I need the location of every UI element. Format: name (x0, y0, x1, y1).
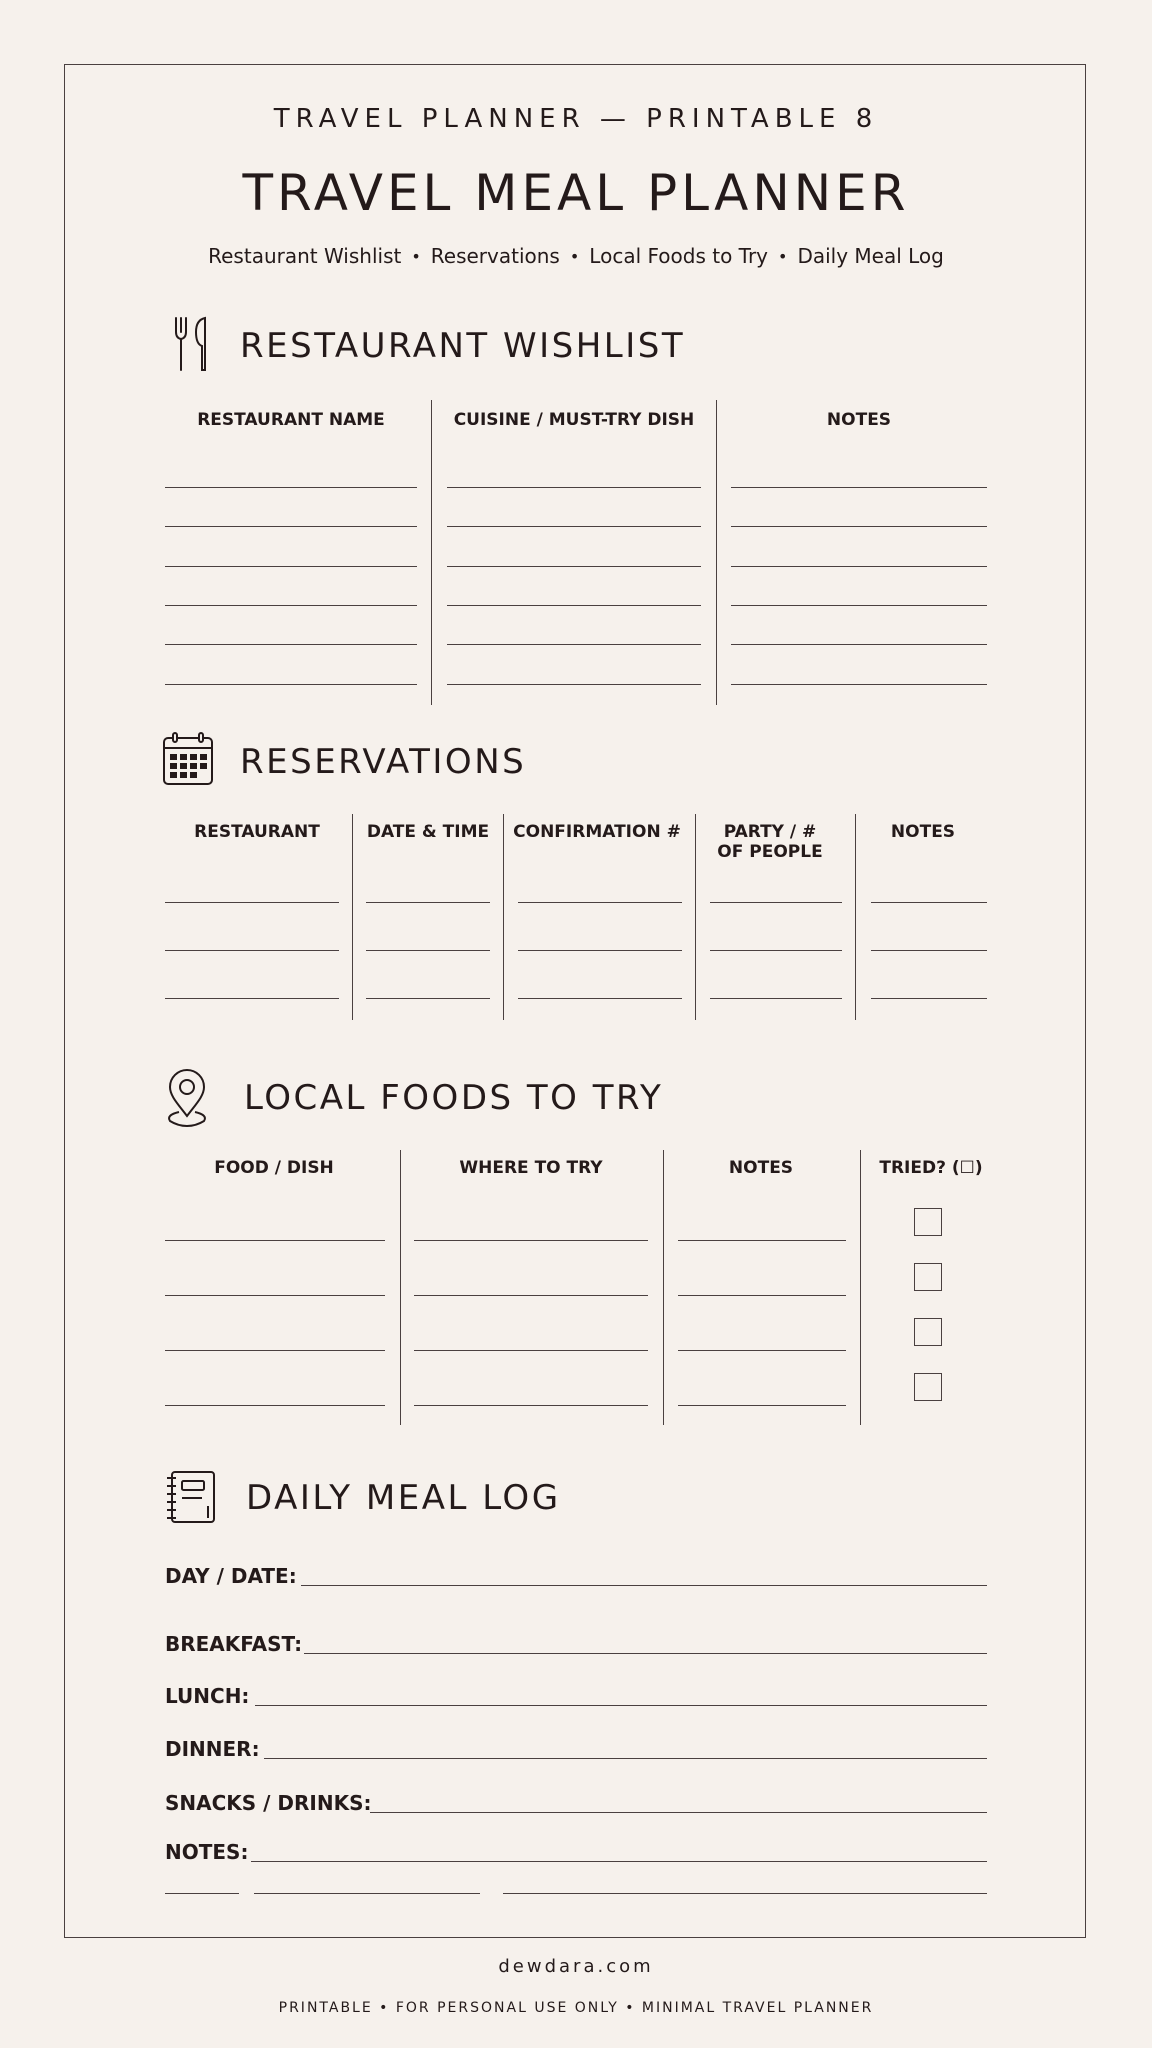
local-food-entry-line[interactable] (678, 1350, 846, 1351)
reservations-header-restaurant: RESTAURANT (194, 822, 320, 842)
dinner-field[interactable] (264, 1758, 987, 1759)
footer-note: PRINTABLE • FOR PERSONAL USE ONLY • MINIMAL TRAVEL PLANNER (278, 2000, 874, 2016)
reservations-header-confirmation: CONFIRMATION # (513, 822, 681, 842)
local-foods-header-notes: NOTES (728, 1158, 794, 1178)
local-food-entry-line[interactable] (678, 1405, 846, 1406)
subtitle-item: Restaurant Wishlist (208, 244, 402, 268)
footer-site: dewdara.com (498, 1956, 654, 1977)
reservation-entry-line[interactable] (871, 950, 987, 951)
notes-extra-line[interactable] (503, 1893, 987, 1894)
wishlist-entry-line[interactable] (731, 487, 987, 488)
tried-checkbox[interactable] (914, 1318, 942, 1346)
notebook-icon (164, 1470, 218, 1524)
breakfast-field[interactable] (304, 1653, 987, 1654)
reservation-entry-line[interactable] (366, 950, 490, 951)
notes-extra-line[interactable] (254, 1893, 480, 1894)
wishlist-entry-line[interactable] (165, 487, 417, 488)
reservation-entry-line[interactable] (871, 998, 987, 999)
local-food-entry-line[interactable] (165, 1295, 385, 1296)
column-divider (503, 814, 504, 1020)
reservation-entry-line[interactable] (366, 998, 490, 999)
column-divider (716, 400, 717, 705)
wishlist-entry-line[interactable] (447, 605, 701, 606)
day-date-field[interactable] (301, 1585, 987, 1586)
wishlist-entry-line[interactable] (165, 526, 417, 527)
wishlist-entry-line[interactable] (165, 644, 417, 645)
column-divider (855, 814, 856, 1020)
reservation-entry-line[interactable] (710, 902, 842, 903)
breakfast-label: BREAKFAST: (165, 1632, 303, 1656)
notes-field[interactable] (251, 1861, 987, 1862)
column-divider (695, 814, 696, 1020)
column-divider (400, 1150, 401, 1425)
local-food-entry-line[interactable] (414, 1295, 648, 1296)
local-foods-header-tried: TRIED? (☐) (879, 1158, 983, 1178)
wishlist-entry-line[interactable] (731, 684, 987, 685)
subtitle-item: Daily Meal Log (797, 244, 944, 268)
reservation-entry-line[interactable] (518, 998, 682, 999)
reservation-entry-line[interactable] (518, 902, 682, 903)
wishlist-title: RESTAURANT WISHLIST (240, 326, 686, 366)
reservation-entry-line[interactable] (518, 950, 682, 951)
wishlist-entry-line[interactable] (165, 684, 417, 685)
snacks-drinks-label: SNACKS / DRINKS: (165, 1791, 372, 1815)
snacks-drinks-field[interactable] (370, 1812, 987, 1813)
local-food-entry-line[interactable] (165, 1350, 385, 1351)
lunch-label: LUNCH: (165, 1684, 250, 1708)
local-foods-header-where: WHERE TO TRY (459, 1158, 603, 1178)
wishlist-entry-line[interactable] (447, 566, 701, 567)
wishlist-entry-line[interactable] (447, 644, 701, 645)
reservation-entry-line[interactable] (366, 902, 490, 903)
wishlist-entry-line[interactable] (447, 684, 701, 685)
bullet-separator: • (411, 247, 421, 266)
wishlist-entry-line[interactable] (731, 605, 987, 606)
wishlist-entry-line[interactable] (447, 526, 701, 527)
subtitle (0, 244, 1152, 270)
calendar-icon (162, 732, 214, 786)
lunch-field[interactable] (255, 1705, 987, 1706)
reservation-entry-line[interactable] (871, 902, 987, 903)
local-foods-title: LOCAL FOODS TO TRY (244, 1078, 664, 1118)
meal-log-title: DAILY MEAL LOG (246, 1478, 561, 1518)
reservations-header-party: PARTY / # OF PEOPLE (717, 822, 823, 862)
subtitle-item: Local Foods to Try (589, 244, 768, 268)
local-foods-header-food: FOOD / DISH (214, 1158, 334, 1178)
local-food-entry-line[interactable] (678, 1295, 846, 1296)
local-food-entry-line[interactable] (414, 1350, 648, 1351)
reservations-title: RESERVATIONS (240, 742, 527, 782)
notes-label: NOTES: (165, 1840, 249, 1864)
tried-checkbox[interactable] (914, 1208, 942, 1236)
wishlist-entry-line[interactable] (447, 487, 701, 488)
column-divider (860, 1150, 861, 1425)
column-divider (352, 814, 353, 1020)
wishlist-entry-line[interactable] (731, 566, 987, 567)
wishlist-entry-line[interactable] (165, 605, 417, 606)
wishlist-header-cuisine: CUISINE / MUST-TRY DISH (453, 410, 695, 430)
local-food-entry-line[interactable] (165, 1240, 385, 1241)
dinner-label: DINNER: (165, 1737, 260, 1761)
tried-checkbox[interactable] (914, 1263, 942, 1291)
reservation-entry-line[interactable] (165, 950, 339, 951)
fork-knife-icon (172, 316, 212, 372)
wishlist-entry-line[interactable] (731, 526, 987, 527)
wishlist-entry-line[interactable] (731, 644, 987, 645)
reservation-entry-line[interactable] (165, 902, 339, 903)
reservations-header-date-time: DATE & TIME (366, 822, 490, 842)
planner-eyebrow: TRAVEL PLANNER — PRINTABLE 8 (273, 104, 879, 134)
location-pin-icon (164, 1068, 210, 1128)
wishlist-header-restaurant-name: RESTAURANT NAME (197, 410, 385, 430)
reservation-entry-line[interactable] (710, 998, 842, 999)
reservation-entry-line[interactable] (165, 998, 339, 999)
tried-checkbox[interactable] (914, 1373, 942, 1401)
wishlist-header-notes: NOTES (826, 410, 892, 430)
page-title: TRAVEL MEAL PLANNER (242, 164, 910, 222)
local-food-entry-line[interactable] (414, 1240, 648, 1241)
local-food-entry-line[interactable] (165, 1405, 385, 1406)
column-divider (431, 400, 432, 705)
reservations-header-notes: NOTES (890, 822, 956, 842)
bullet-separator: • (778, 247, 788, 266)
reservation-entry-line[interactable] (710, 950, 842, 951)
subtitle-item: Reservations (430, 244, 560, 268)
bullet-separator: • (569, 247, 580, 266)
notes-extra-line[interactable] (165, 1893, 239, 1894)
column-divider (663, 1150, 664, 1425)
local-food-entry-line[interactable] (414, 1405, 648, 1406)
wishlist-entry-line[interactable] (165, 566, 417, 567)
local-food-entry-line[interactable] (678, 1240, 846, 1241)
day-date-label: DAY / DATE: (165, 1564, 297, 1588)
